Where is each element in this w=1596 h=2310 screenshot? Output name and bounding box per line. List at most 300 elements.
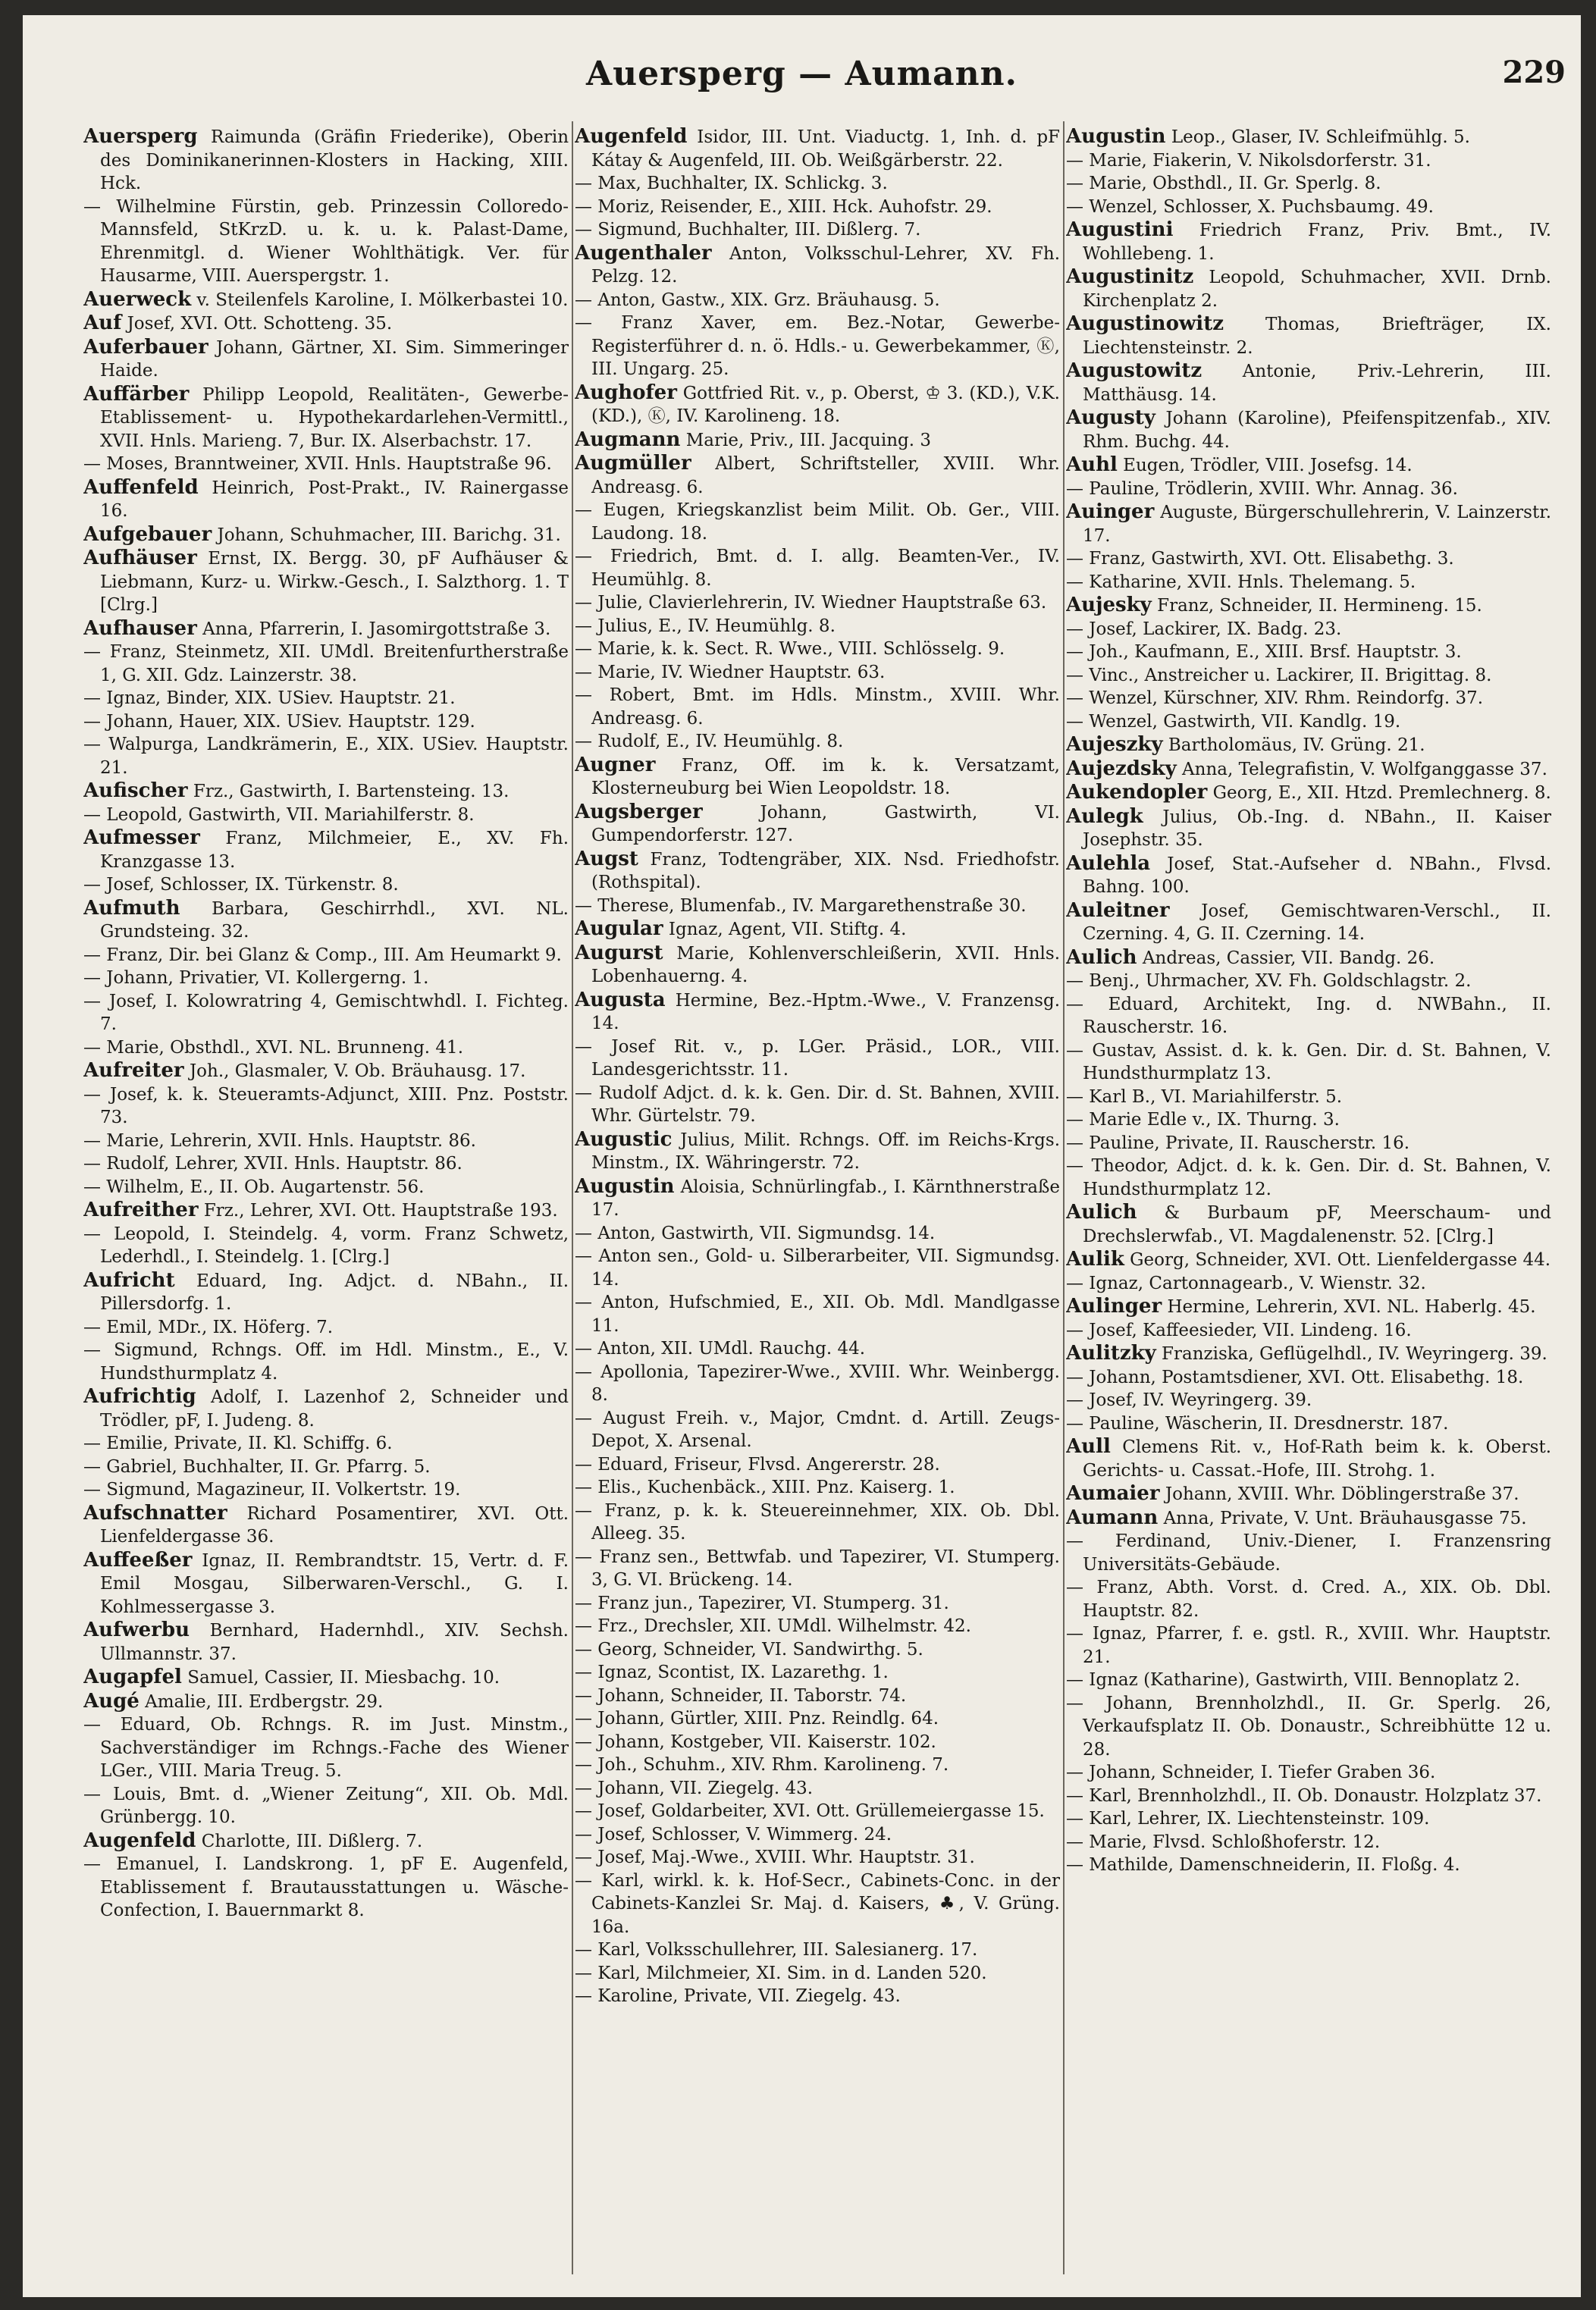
directory-entry — [1066, 196, 1551, 219]
directory-entry — [575, 638, 1060, 661]
directory-entry — [83, 1690, 569, 1714]
directory-entry — [575, 591, 1060, 615]
directory-entry — [83, 1432, 569, 1456]
entry-text: — Anton, XII. UMdl. Rauchg. 44. — [575, 1339, 866, 1359]
entry-text: — Rudolf Adjct. d. k. k. Gen. Dir. d. St. Bahnen, XVIII. Whr. Gürtelstr. 79. — [575, 1083, 1060, 1126]
directory-entry — [83, 826, 569, 873]
directory-entry — [83, 1130, 569, 1153]
entry-text: — Rudolf, E., IV. Heumühlg. 8. — [575, 732, 844, 751]
entry-text: — Johann, Postamtsdiener, XVI. Ott. Elisabethg. 18. — [1066, 1367, 1524, 1387]
entry-text: Franz, Todtengräber, XIX. Nsd. Friedhofstr. (Rothspital). — [591, 849, 1060, 892]
entry-surname: Aufhäuser — [83, 547, 197, 569]
directory-entry — [575, 1592, 1060, 1616]
entry-text: — Rudolf, Lehrer, XVII. Hnls. Hauptstr. 86. — [83, 1154, 462, 1174]
directory-entry — [575, 1731, 1060, 1754]
directory-entry — [83, 1339, 569, 1385]
entry-surname: Augustic — [575, 1127, 673, 1151]
directory-entry — [575, 1638, 1060, 1662]
entry-text: — Franz, Gastwirth, XVI. Ott. Elisabethg. 3. — [1066, 549, 1454, 569]
entry-text: — Vinc., Anstreicher u. Lackirer, II. Brigittag. 8. — [1066, 665, 1492, 685]
directory-entry — [83, 383, 569, 453]
directory-entry — [1066, 1785, 1551, 1808]
entry-text: — Franz, Steinmetz, XII. UMdl. Breitenfurtherstraße 1, G. XII. Gdz. Lainzerstr. 38. — [83, 642, 569, 685]
directory-entry — [575, 1337, 1060, 1361]
directory-entry — [1066, 946, 1551, 970]
entry-text: Anna, Private, V. Unt. Bräuhausgasse 75. — [1163, 1508, 1527, 1528]
directory-entry — [1066, 1086, 1551, 1109]
directory-entry — [575, 1985, 1060, 2008]
entry-text: — Franz sen., Bettwfab. und Tapezirer, VI. Stumperg. 3, G. VI. Brückeng. 14. — [575, 1547, 1060, 1590]
entry-surname: Aujeszky — [1066, 733, 1163, 756]
entry-surname: Aujezdsky — [1066, 757, 1177, 780]
entry-text: — Leopold, I. Steindelg. 4, vorm. Franz Schwetz, Lederhdl., I. Steindelg. 1. [Clrg.] — [83, 1224, 569, 1267]
directory-entry — [575, 172, 1060, 196]
directory-entry — [1066, 1039, 1551, 1086]
directory-entry — [575, 1870, 1060, 1939]
directory-entry — [575, 242, 1060, 289]
entry-text: Franz, Schneider, II. Hermineng. 15. — [1157, 596, 1482, 616]
entry-text: — Josef, k. k. Steueramts-Adjunct, XIII. Pnz. Poststr. 73. — [83, 1084, 569, 1127]
directory-entry — [1066, 172, 1551, 196]
directory-entry — [1066, 125, 1551, 149]
directory-entry — [83, 1059, 569, 1083]
entry-text: — Benj., Uhrmacher, XV. Fh. Goldschlagstr. 2. — [1066, 971, 1472, 991]
entry-text: — Robert, Bmt. im Hdls. Minstm., XVIII. Whr. Andreasg. 6. — [575, 685, 1060, 729]
entry-surname: Augenfeld — [83, 1829, 196, 1852]
entry-text: Ignaz, II. Rembrandtstr. 15, Vertr. d. F. Emil Mosgau, Silberwaren-Verschl., G. I. Kohlmessergasse 3. — [100, 1550, 569, 1617]
directory-entry — [575, 218, 1060, 242]
directory-entry — [575, 1245, 1060, 1291]
directory-entry — [1066, 265, 1551, 312]
entry-surname: Augusty — [1066, 406, 1155, 429]
entry-text: — Marie, Obsthdl., XVI. NL. Brunneng. 41. — [83, 1037, 464, 1058]
entry-surname: Aumann — [1066, 1506, 1159, 1529]
directory-entry — [1066, 1435, 1551, 1482]
directory-entry — [575, 917, 1060, 942]
entry-text: — Josef, Lackirer, IX. Badg. 23. — [1066, 619, 1342, 639]
entry-text: Auguste, Bürgerschullehrerin, V. Lainzerstr. 17. — [1083, 503, 1551, 546]
directory-entry — [83, 1666, 569, 1690]
directory-entry — [1066, 218, 1551, 265]
entry-surname: Aufrichtig — [83, 1385, 196, 1408]
entry-surname: Aukendopler — [1066, 781, 1208, 804]
directory-entry — [1066, 1482, 1551, 1506]
entry-text: — Marie Edle v., IX. Thurng. 3. — [1066, 1110, 1340, 1130]
entry-text: Johann, Gastwirth, VI. Gumpendorferstr. 127. — [591, 802, 1060, 845]
directory-entry — [83, 967, 569, 990]
entry-text: — Wenzel, Schlosser, X. Puchsbaumg. 49. — [1066, 196, 1434, 217]
entry-text: Philipp Leopold, Realitäten-, Gewerbe-Etablissement- u. Hypothekardarlehen-Vermittl., XVII. Hnls. Marieng. 7, Bur. IX. Alserbachstr. 17. — [100, 384, 569, 451]
entry-text: — Josef, Maj.-Wwe., XVIII. Whr. Hauptstr. 31. — [575, 1848, 975, 1867]
directory-entry — [1066, 664, 1551, 688]
entry-surname: Aulinger — [1066, 1295, 1162, 1318]
entry-surname: Auferbauer — [83, 335, 209, 359]
entry-text: Marie, Priv., III. Jacquing. 3 — [685, 430, 931, 450]
entry-surname: Aufreiter — [83, 1059, 184, 1082]
entry-text: Josef, Gemischtwaren-Verschl., II. Czerning. 4, G. II. Czerning. 14. — [1083, 901, 1551, 944]
entry-text: — Sigmund, Rchngs. Off. im Hdl. Minstm., E., V. Hundsthurmplatz 4. — [83, 1340, 569, 1384]
directory-entry — [1066, 1319, 1551, 1343]
directory-entry — [83, 804, 569, 827]
directory-entry — [1066, 149, 1551, 173]
directory-entry — [83, 687, 569, 710]
entry-surname: Aufreither — [83, 1199, 199, 1221]
entry-text: Frz., Lehrer, XVI. Ott. Hauptstraße 193. — [203, 1201, 558, 1221]
entry-text: — Marie, Flvsd. Schloßhoferstr. 12. — [1066, 1832, 1381, 1852]
entry-surname: Auerweck — [83, 287, 192, 311]
directory-entry — [575, 895, 1060, 918]
directory-entry — [83, 1223, 569, 1269]
entry-text: Franz, Milchmeier, E., XV. Fh. Kranzgasse 13. — [100, 829, 569, 872]
directory-entry — [83, 1502, 569, 1549]
entry-text: — Gustav, Assist. d. k. k. Gen. Dir. d. St. Bahnen, V. Hundsthurmplatz 13. — [1066, 1040, 1551, 1083]
directory-entry — [83, 453, 569, 476]
entry-surname: Auersperg — [83, 125, 198, 148]
directory-entry — [83, 1853, 569, 1923]
entry-text: — Moses, Branntweiner, XVII. Hnls. Hauptstraße 96. — [83, 454, 552, 474]
entry-text: — Emil, MDr., IX. Höferg. 7. — [83, 1317, 334, 1337]
entry-text: Amalie, III. Erdbergstr. 29. — [145, 1691, 384, 1712]
directory-entry — [1066, 594, 1551, 618]
directory-entry — [83, 710, 569, 734]
directory-entry — [1066, 1155, 1551, 1201]
entry-text: — Johann, VII. Ziegelg. 43. — [575, 1778, 814, 1798]
directory-entry — [83, 779, 569, 804]
directory-entry — [83, 288, 569, 312]
entry-text: Friedrich Franz, Priv. Bmt., IV. Wohllebeng. 1. — [1083, 221, 1551, 264]
entry-text: Ignaz, Agent, VII. Stiftg. 4. — [668, 920, 907, 939]
directory-entry — [1066, 805, 1551, 852]
directory-entry — [83, 617, 569, 641]
directory-entry — [83, 1269, 569, 1316]
directory-page — [23, 15, 1581, 2297]
entry-text: Isidor, III. Unt. Viaductg. 1, Inh. d. pF Kátay & Augenfeld, III. Ob. Weißgärberstr. 22. — [591, 127, 1060, 171]
entry-surname: Augst — [575, 847, 638, 870]
entry-text: — Ignaz, Cartonnagearb., V. Wienstr. 32. — [1066, 1273, 1426, 1293]
entry-text: Josef, XVI. Ott. Schotteng. 35. — [127, 314, 393, 334]
entry-text: — Karl, Brennholzhdl., II. Ob. Donaustr. Holzplatz 37. — [1066, 1785, 1542, 1806]
entry-surname: Aufgebauer — [83, 522, 212, 546]
directory-entry — [1066, 970, 1551, 993]
directory-entry — [575, 848, 1060, 895]
entry-text: — Josef, Schlosser, V. Wimmerg. 24. — [575, 1824, 892, 1845]
directory-entry — [1066, 1831, 1551, 1854]
entry-text: — Pauline, Private, II. Rauscherstr. 16. — [1066, 1133, 1410, 1153]
directory-entry — [1066, 687, 1551, 710]
entry-text: — Pauline, Wäscherin, II. Dresdnerstr. 187. — [1066, 1413, 1449, 1434]
page-number: 229 — [1502, 55, 1566, 90]
directory-entry — [575, 1222, 1060, 1246]
entry-text: — Friedrich, Bmt. d. I. allg. Beamten-Ver., IV. Heumühlg. 8. — [575, 547, 1060, 590]
entry-text: — Johann, Schneider, II. Taborstr. 74. — [575, 1685, 907, 1706]
entry-text: — Joh., Schuhm., XIV. Rhm. Karolineng. 7. — [575, 1755, 949, 1775]
entry-text: — Franz jun., Tapezirer, VI. Stumperg. 31. — [575, 1593, 949, 1613]
entry-text: — Anton sen., Gold- u. Silberarbeiter, VII. Sigmundsg. 14. — [575, 1246, 1060, 1290]
entry-surname: Augular — [575, 917, 663, 940]
directory-entry — [1066, 571, 1551, 594]
entry-surname: Aufischer — [83, 779, 188, 802]
entry-text: — Sigmund, Buchhalter, III. Dißlerg. 7. — [575, 220, 921, 240]
directory-entry — [575, 1036, 1060, 1082]
entry-surname: Aufwerbu — [83, 1619, 190, 1641]
entry-text: — Eugen, Kriegskanzlist beim Milit. Ob. Ger., VIII. Laudong. 18. — [575, 500, 1060, 544]
entry-surname: Augé — [83, 1689, 140, 1713]
entry-text: Josef, Stat.-Aufseher d. NBahn., Flvsd. Bahng. 100. — [1083, 854, 1551, 897]
directory-entry — [1066, 899, 1551, 946]
entry-text: Hermine, Lehrerin, XVI. NL. Haberlg. 45. — [1167, 1297, 1536, 1317]
directory-entry — [1066, 733, 1551, 757]
directory-entry — [575, 1754, 1060, 1777]
entry-text: — Karoline, Private, VII. Ziegelg. 43. — [575, 1986, 901, 2006]
directory-entry — [1066, 993, 1551, 1039]
entry-text: Anna, Pfarrerin, I. Jasomirgottstraße 3. — [202, 619, 551, 639]
entry-text: — Wenzel, Gastwirth, VII. Kandlg. 19. — [1066, 711, 1401, 732]
entry-text: — Wilhelm, E., II. Ob. Augartenstr. 56. — [83, 1177, 425, 1197]
directory-entry — [575, 1546, 1060, 1592]
entry-text: — Marie, Fiakerin, V. Nikolsdorferstr. 31. — [1066, 150, 1431, 171]
entry-text: Barbara, Geschirrhdl., XVI. NL. Grundsteing. 32. — [100, 898, 569, 942]
entry-surname: Augenfeld — [575, 125, 688, 148]
entry-text: — Karl B., VI. Mariahilferstr. 5. — [1066, 1086, 1343, 1107]
entry-text: Bernhard, Hadernhdl., XIV. Sechsh. Ullmannstr. 37. — [100, 1621, 569, 1664]
entry-text: Raimunda (Gräfin Friederike), Oberin des Dominikanerinnen-Klosters in Hacking, XIII. Hck. — [100, 127, 569, 193]
directory-entry — [1066, 1761, 1551, 1785]
directory-entry — [83, 1713, 569, 1783]
entry-text: — Johann, Hauer, XIX. USiev. Hauptstr. 129. — [83, 711, 475, 732]
entry-text: — Sigmund, Magazineur, II. Volkertstr. 19. — [83, 1480, 461, 1500]
directory-entry — [83, 944, 569, 967]
directory-entry — [83, 1176, 569, 1199]
directory-entry — [83, 523, 569, 547]
entry-surname: Augustini — [1066, 218, 1174, 241]
directory-entry — [1066, 1366, 1551, 1390]
entry-text: — Marie, Obsthdl., II. Gr. Sperlg. 8. — [1066, 174, 1381, 193]
directory-entry — [1066, 1669, 1551, 1692]
directory-entry — [83, 547, 569, 617]
entry-text: Richard Posamentirer, XVI. Ott. Lienfeldergasse 36. — [100, 1503, 569, 1547]
directory-entry — [575, 989, 1060, 1036]
entry-text: — Frz., Drechsler, XII. UMdl. Wilhelmstr. 42. — [575, 1616, 971, 1636]
entry-text: — August Freih. v., Major, Cmdnt. d. Artill. Zeugs-Depot, X. Arsenal. — [575, 1408, 1060, 1451]
directory-entry — [83, 1478, 569, 1502]
directory-entry — [83, 1199, 569, 1223]
directory-entry — [1066, 1622, 1551, 1669]
directory-entry — [1066, 641, 1551, 664]
entry-text: Eugen, Trödler, VIII. Josefsg. 14. — [1123, 456, 1413, 475]
entry-text: Johann, Schuhmacher, III. Barichg. 31. — [217, 525, 561, 545]
entry-text: Adolf, I. Lazenhof 2, Schneider und Trödler, pF, I. Judeng. 8. — [100, 1387, 569, 1431]
directory-entry — [575, 730, 1060, 754]
directory-entry — [575, 545, 1060, 591]
directory-entry — [1066, 359, 1551, 406]
directory-entry — [1066, 781, 1551, 805]
directory-entry — [1066, 1692, 1551, 1762]
directory-entry — [1066, 312, 1551, 359]
entry-surname: Augmann — [575, 428, 681, 451]
directory-entry — [83, 641, 569, 687]
entry-surname: Auinger — [1066, 500, 1155, 523]
entry-text: — Anton, Hufschmied, E., XII. Ob. Mdl. Mandlgasse 11. — [575, 1293, 1060, 1336]
directory-entry — [83, 990, 569, 1036]
entry-text: Marie, Kohlenverschleißerin, XVII. Hnls. Lobenhauerng. 4. — [591, 943, 1060, 986]
entry-text: — Elis., Kuchenbäck., XIII. Pnz. Kaiserg. 1. — [575, 1478, 955, 1497]
entry-surname: Aufmesser — [83, 826, 200, 849]
entry-text: — Karl, Lehrer, IX. Liechtensteinstr. 109. — [1066, 1809, 1430, 1829]
directory-entry — [1066, 618, 1551, 641]
entry-surname: Aufschnatter — [83, 1501, 227, 1525]
entry-text: — Katharine, XVII. Hnls. Thelemang. 5. — [1066, 572, 1416, 592]
directory-entry — [83, 1456, 569, 1479]
directory-entry — [83, 1549, 569, 1619]
entry-text: Johann (Karoline), Pfeifenspitzenfab., XIV. Rhm. Buchg. 44. — [1083, 409, 1551, 452]
entry-text: — Johann, Privatier, VI. Kollergerng. 1. — [83, 968, 429, 988]
entry-text: — Apollonia, Tapezirer-Wwe., XVIII. Whr. Weinbergg. 8. — [575, 1362, 1060, 1405]
entry-surname: Aulehla — [1066, 851, 1151, 875]
entry-surname: Augustowitz — [1066, 359, 1202, 382]
directory-entry — [575, 1661, 1060, 1685]
directory-entry — [575, 754, 1060, 801]
directory-entry — [83, 312, 569, 336]
entry-text: — Franz, p. k. k. Steuereinnehmer, XIX. Ob. Dbl. Alleeg. 35. — [575, 1500, 1060, 1544]
directory-entry — [575, 289, 1060, 312]
directory-entry — [1066, 1506, 1551, 1531]
entry-surname: Aull — [1066, 1435, 1111, 1458]
directory-entry — [575, 1407, 1060, 1453]
entry-text: Gottfried Rit. v., p. Oberst, ♔ 3. (KD.), V.K. (KD.), Ⓚ, IV. Karolineng. 18. — [591, 383, 1060, 426]
column-divider — [572, 121, 573, 2274]
entry-text: — Karl, wirkl. k. k. Hof-Secr., Cabinets-Conc. in der Cabinets-Kanzlei Sr. Maj. d. Kaisers, ♣, V. Grüng. 16a. — [575, 1870, 1060, 1937]
directory-entry — [1066, 710, 1551, 734]
entry-text: Charlotte, III. Dißlerg. 7. — [201, 1831, 423, 1851]
entry-text: — Franz Xaver, em. Bez.-Notar, Gewerbe-Registerführer d. n. ö. Hdls.- u. Gewerbekammer, Ⓚ, III. Ungarg. 25. — [575, 313, 1060, 379]
entry-text: — Franz, Dir. bei Glanz & Comp., III. Am Heumarkt 9. — [83, 945, 562, 965]
entry-text: — Eduard, Friseur, Flvsd. Angererstr. 28. — [575, 1454, 940, 1475]
entry-surname: Auffeeßer — [83, 1548, 193, 1572]
directory-entry — [575, 1615, 1060, 1638]
directory-entry — [575, 428, 1060, 453]
entry-text: Ernst, IX. Bergg. 30, pF Aufhäuser & Liebmann, Kurz- u. Wirkw.-Gesch., I. Salzthorg. 1. T [Clrg.] — [100, 549, 569, 615]
directory-entry — [575, 312, 1060, 381]
entry-text: — Ignaz, Binder, XIX. USiev. Hauptstr. 21. — [83, 688, 456, 708]
directory-entry — [1066, 406, 1551, 453]
directory-entry — [575, 1453, 1060, 1477]
entry-text: — Karl, Volksschullehrer, III. Salesianerg. 17. — [575, 1940, 978, 1960]
directory-entry — [1066, 1530, 1551, 1576]
directory-entry — [83, 336, 569, 383]
directory-entry — [575, 452, 1060, 499]
directory-entry — [1066, 1295, 1551, 1319]
directory-entry — [575, 801, 1060, 848]
entry-surname: Augsberger — [575, 800, 703, 823]
directory-entry — [575, 615, 1060, 638]
entry-surname: Aulegk — [1066, 804, 1143, 828]
entry-surname: Augurst — [575, 941, 663, 964]
directory-entry — [1066, 547, 1551, 571]
entry-text: v. Steilenfels Karoline, I. Mölkerbastei 10. — [196, 290, 569, 310]
entry-surname: Augustin — [1066, 125, 1166, 148]
entry-text: — Wilhelmine Fürstin, geb. Prinzessin Colloredo-Mannsfeld, StKrzD. u. k. u. k. Palast-Dame, Ehrenmitgl. d. Wiener Wohlthätigk. Ver. für Hausarme, VIII. Auerspergstr. 1. — [83, 196, 569, 286]
directory-entry — [83, 1036, 569, 1060]
entry-surname: Aumaier — [1066, 1482, 1160, 1505]
entry-text: Aloisia, Schnürlingfab., I. Kärnthnerstraße 17. — [591, 1177, 1060, 1220]
entry-surname: Augmüller — [575, 452, 691, 475]
entry-surname: Aulich — [1066, 945, 1137, 969]
directory-entry — [1066, 478, 1551, 501]
entry-text: Georg, E., XII. Htzd. Premlechnerg. 8. — [1212, 783, 1551, 803]
entry-text: — Ignaz (Katharine), Gastwirth, VIII. Bennoplatz 2. — [1066, 1670, 1520, 1690]
entry-text: — Josef, Schlosser, IX. Türkenstr. 8. — [83, 875, 399, 895]
directory-entry — [575, 1082, 1060, 1128]
entry-text: Frz., Gastwirth, I. Bartensteing. 13. — [193, 782, 510, 801]
entry-surname: Aufhauser — [83, 616, 197, 640]
entry-text: — Johann, Schneider, I. Tiefer Graben 36. — [1066, 1763, 1436, 1782]
directory-entry — [1066, 1342, 1551, 1366]
entry-text: — Georg, Schneider, VI. Sandwirthg. 5. — [575, 1639, 923, 1660]
directory-entry — [83, 196, 569, 288]
directory-entry — [575, 1500, 1060, 1546]
column-1 — [83, 125, 569, 2271]
entry-text: — Marie, Lehrerin, XVII. Hnls. Hauptstr. 86. — [83, 1130, 476, 1151]
directory-entry — [83, 1829, 569, 1854]
directory-entry — [575, 1823, 1060, 1847]
entry-text: — Wenzel, Kürschner, XIV. Rhm. Reindorfg. 37. — [1066, 688, 1484, 708]
directory-entry — [575, 661, 1060, 685]
directory-entry — [575, 1361, 1060, 1407]
directory-entry — [575, 196, 1060, 219]
entry-text: — Josef, Goldarbeiter, XVI. Ott. Grüllemeiergasse 15. — [575, 1801, 1045, 1821]
entry-text: Franz, Off. im k. k. Versatzamt, Klosterneuburg bei Wien Leopoldstr. 18. — [591, 755, 1060, 798]
entry-text: — Theodor, Adjct. d. k. k. Gen. Dir. d. St. Bahnen, V. Hundsthurmplatz 12. — [1066, 1156, 1551, 1199]
directory-entry — [1066, 1132, 1551, 1155]
entry-text: — Anton, Gastw., XIX. Grz. Bräuhausg. 5. — [575, 290, 940, 310]
entry-text: — Marie, k. k. Sect. R. Wwe., VIII. Schlösselg. 9. — [575, 639, 1005, 659]
entry-surname: Auleitner — [1066, 898, 1170, 922]
entry-surname: Aulitzky — [1066, 1342, 1156, 1365]
directory-entry — [83, 476, 569, 523]
entry-text: — Johann, Kostgeber, VII. Kaiserstr. 102. — [575, 1732, 936, 1752]
entry-text: Joh., Glasmaler, V. Ob. Bräuhausg. 17. — [189, 1061, 526, 1081]
directory-entry — [83, 125, 569, 196]
entry-text: — Karl, Milchmeier, XI. Sim. in d. Landen 520. — [575, 1963, 987, 1983]
entry-text: Anton, Volksschul-Lehrer, XV. Fh. Pelzg. 12. — [591, 243, 1060, 287]
directory-entry — [575, 1800, 1060, 1823]
entry-surname: Aulich — [1066, 1201, 1137, 1224]
directory-entry — [83, 873, 569, 897]
entry-text: — Johann, Brennholzhdl., II. Gr. Sperlg. 26, Verkaufsplatz II. Ob. Donaustr., Schreibhütte 12 u. 28. — [1066, 1693, 1551, 1760]
directory-entry — [83, 897, 569, 944]
entry-text: — Ferdinand, Univ.-Diener, I. Franzensring Universitäts-Gebäude. — [1066, 1531, 1551, 1575]
column-2 — [575, 125, 1060, 2271]
entry-text: Antonie, Priv.-Lehrerin, III. Matthäusg. 14. — [1083, 362, 1551, 405]
entry-text: Julius, Ob.-Ing. d. NBahn., II. Kaiser Josephstr. 35. — [1083, 807, 1551, 850]
entry-text: — Max, Buchhalter, IX. Schlickg. 3. — [575, 174, 888, 193]
directory-entry — [575, 1962, 1060, 1986]
entry-text: — Josef, IV. Weyringerg. 39. — [1066, 1390, 1312, 1410]
directory-entry — [575, 1707, 1060, 1731]
entry-text: Samuel, Cassier, II. Miesbachg. 10. — [187, 1668, 500, 1688]
entry-surname: Auffenfeld — [83, 475, 199, 499]
entry-surname: Augustinowitz — [1066, 312, 1224, 335]
entry-text: — Gabriel, Buchhalter, II. Gr. Pfarrg. 5. — [83, 1456, 431, 1477]
directory-entry — [575, 942, 1060, 989]
entry-text: — Ignaz, Scontist, IX. Lazarethg. 1. — [575, 1663, 889, 1682]
entry-text: — Josef, Kaffeesieder, VII. Lindeng. 16. — [1066, 1320, 1412, 1340]
directory-entry — [1066, 500, 1551, 547]
directory-entry — [83, 1083, 569, 1130]
entry-surname: Aujesky — [1066, 594, 1152, 616]
entry-text: — Ignaz, Pfarrer, f. e. gstl. R., XVIII. Whr. Hauptstr. 21. — [1066, 1624, 1551, 1667]
directory-entry — [575, 1939, 1060, 1962]
